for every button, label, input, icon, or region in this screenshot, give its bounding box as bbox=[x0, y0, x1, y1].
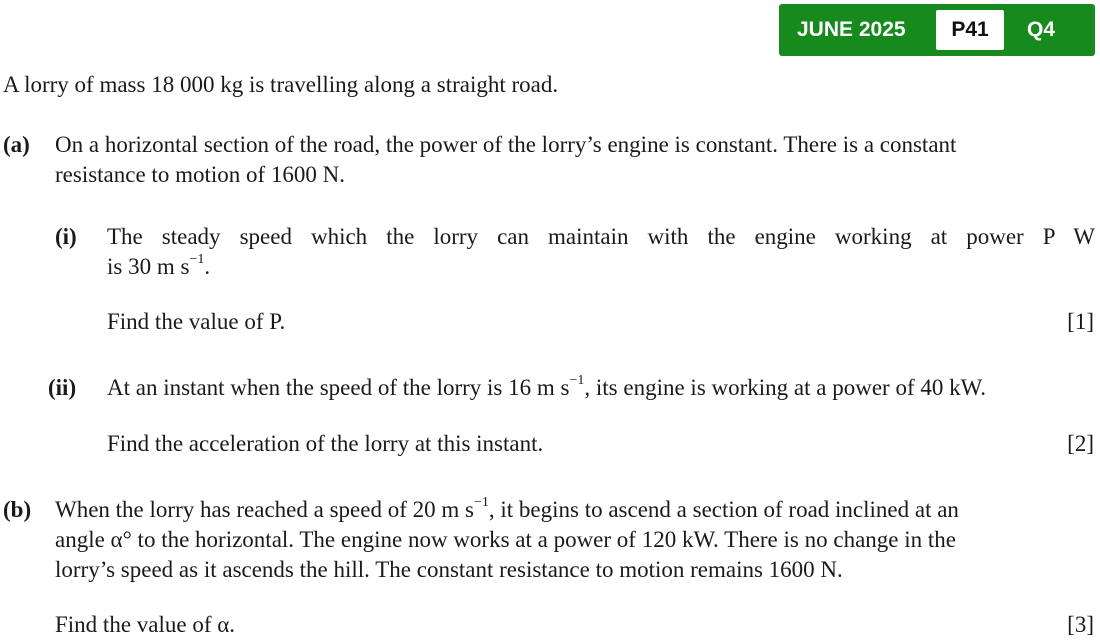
part-a-i-line-2: is 30 m $s^{-1}$. bbox=[107, 252, 211, 279]
part-a-ii-task: Find the acceleration of the lorry at this instant. bbox=[107, 431, 544, 456]
paper-number-label: P41 bbox=[936, 10, 1004, 50]
part-a-ii-line-1: At an instant when the speed of the lorry is 16 m $s^{-1}$, its engine is working at a power of 40 kW. bbox=[107, 373, 986, 400]
part-b-line-3: lorry’s speed as it ascends the hill. The constant resistance to motion remains 1600 N. bbox=[55, 557, 843, 582]
question-number-label: Q4 bbox=[1027, 18, 1056, 41]
exam-session-label: JUNE 2025 bbox=[797, 18, 906, 41]
part-a-line-2: resistance to motion of 1600 N. bbox=[55, 162, 346, 187]
part-a-i-line-1: The steady speed which the lorry can maintain with the engine working at power P W bbox=[107, 224, 1095, 249]
part-a-ii-label: (ii) bbox=[48, 375, 77, 400]
part-b-line-2: angle α° to the horizontal. The engine now works at a power of 120 kW. There is no change in the bbox=[55, 527, 956, 552]
paper-reference-badge bbox=[779, 4, 1095, 56]
part-b-label: (b) bbox=[3, 497, 32, 522]
part-a-i-label: (i) bbox=[55, 224, 77, 249]
part-b-line-1: When the lorry has reached a speed of 20 m $s^{-1}$, it begins to ascend a section of road inclined at an bbox=[55, 495, 959, 522]
part-a-i-task: Find the value of P. bbox=[107, 309, 286, 334]
part-a-i-marks: [1] bbox=[1067, 309, 1094, 334]
part-b-marks: [3] bbox=[1067, 612, 1094, 637]
part-a-ii-marks: [2] bbox=[1067, 431, 1094, 456]
part-a-line-1: On a horizontal section of the road, the power of the lorry’s engine is constant. There is a constant bbox=[55, 132, 957, 157]
part-a-label: (a) bbox=[3, 132, 30, 157]
question-intro: A lorry of mass 18 000 kg is travelling along a straight road. bbox=[3, 72, 559, 97]
part-b-task: Find the value of α. bbox=[55, 612, 236, 637]
